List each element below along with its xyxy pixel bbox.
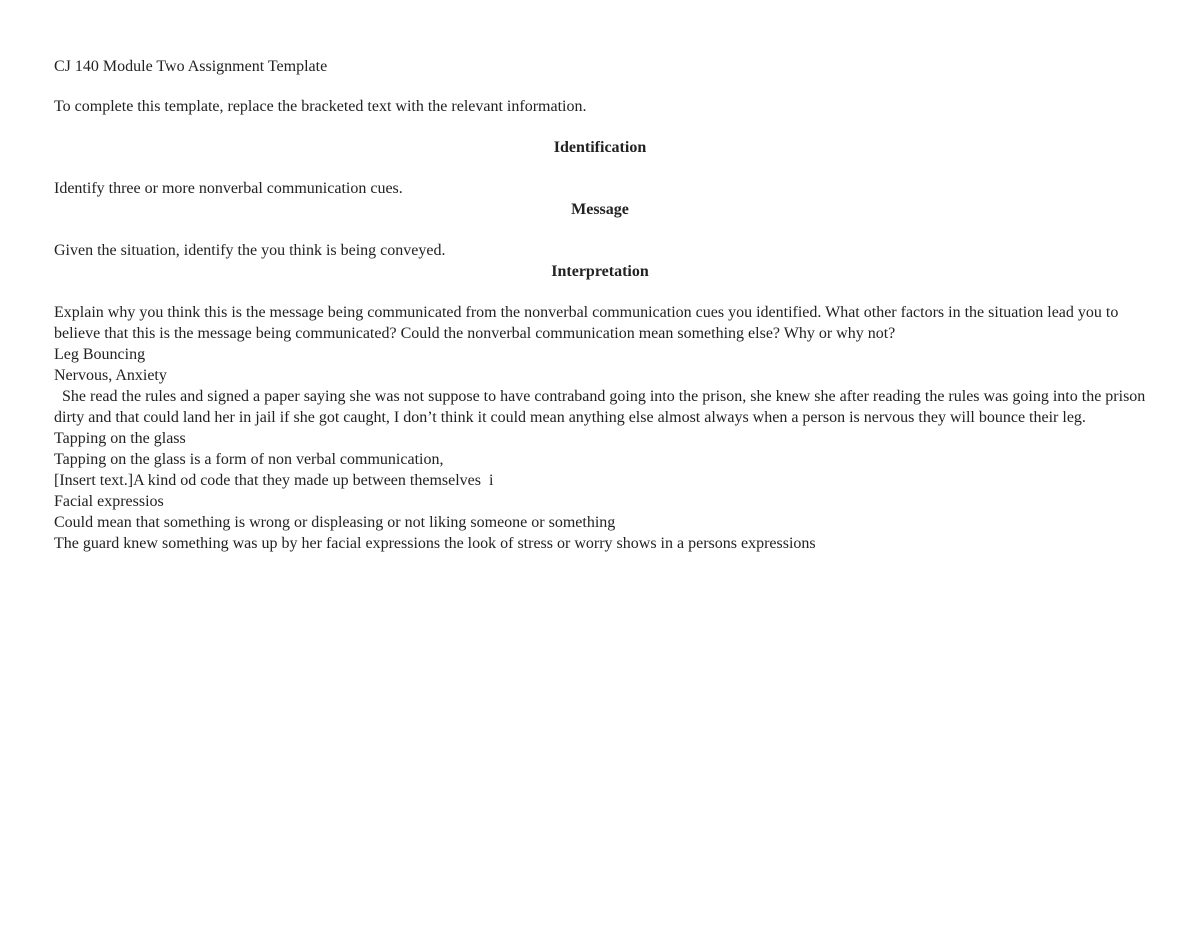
response-line: Facial expressios bbox=[54, 493, 164, 510]
document-page bbox=[54, 56, 1150, 554]
message-heading: Message bbox=[571, 201, 629, 218]
message-prompt: Given the situation, identify the you think is being conveyed. bbox=[54, 242, 446, 259]
response-line: The guard knew something was up by her facial expressions the look of stress or worry shows in a persons expressions bbox=[54, 535, 816, 552]
document-title: CJ 140 Module Two Assignment Template bbox=[54, 58, 328, 75]
response-line: [Insert text.]A kind od code that they made up between themselves i bbox=[54, 472, 494, 489]
response-line: Leg Bouncing bbox=[54, 346, 146, 363]
response-line: Tapping on the glass is a form of non verbal communication, bbox=[54, 451, 444, 468]
response-line: Could mean that something is wrong or displeasing or not liking someone or something bbox=[54, 514, 616, 531]
identification-prompt: Identify three or more nonverbal communication cues. bbox=[54, 180, 403, 197]
instructions-text: To complete this template, replace the bracketed text with the relevant information. bbox=[54, 98, 587, 115]
identification-heading: Identification bbox=[553, 139, 647, 156]
interpretation-prompt: Explain why you think this is the message being communicated from the nonverbal communication cues you identified. What other factors in the situation lead you to believe that this is the message being communicated? Could the nonverbal communication mean something else? Why or why not? bbox=[54, 304, 1123, 342]
response-line: She read the rules and signed a paper saying she was not suppose to have contraband going into the prison, she knew she after reading the rules was going into the prison dirty and that could land her in jail if she got caught, I don’t think it could mean anything else almost always when a person is nervous they will bounce their leg. bbox=[54, 388, 1150, 426]
response-line: Tapping on the glass bbox=[54, 430, 186, 447]
response-line: Nervous, Anxiety bbox=[54, 367, 167, 384]
interpretation-heading: Interpretation bbox=[551, 263, 649, 280]
